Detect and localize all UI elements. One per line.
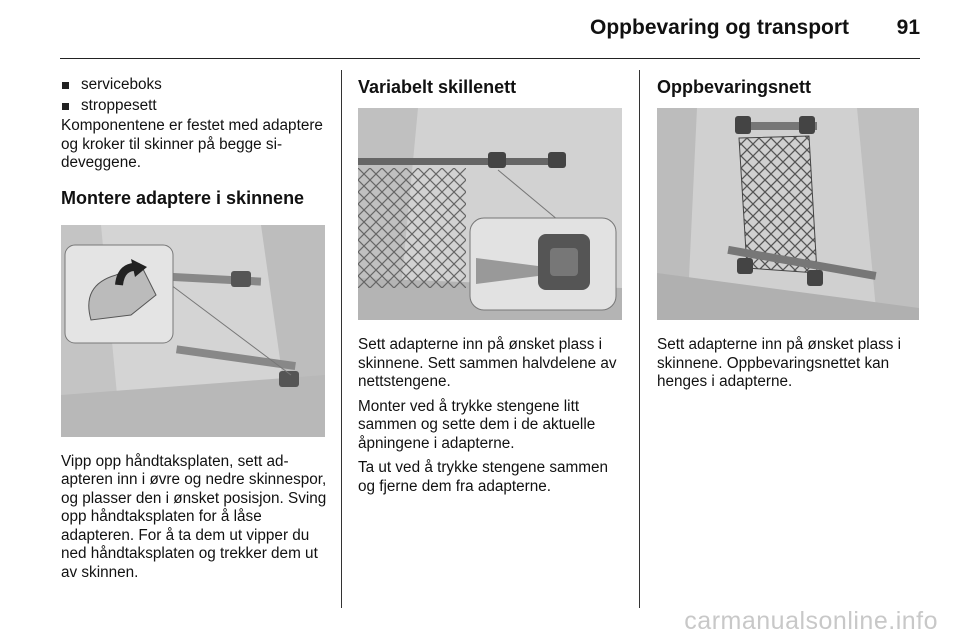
column-divider-2 bbox=[639, 70, 640, 608]
list-item: serviceboks bbox=[61, 76, 329, 95]
header-divider bbox=[60, 58, 920, 59]
watermark: carmanualsonline.info bbox=[684, 607, 938, 635]
page-number: 91 bbox=[896, 16, 920, 39]
divider-net-illustration bbox=[358, 108, 622, 320]
body-paragraph: Monter ved å trykke stengene litt sammen og sette dem i de aktuelle åpningene i adapterne. bbox=[358, 397, 596, 452]
body-paragraph: Sett adapterne inn på ønsket plass i skinnene. Oppbevaringsnettet kan henges i adapterne. bbox=[657, 336, 902, 390]
section-heading: Montere adaptere i skinnene bbox=[61, 187, 305, 208]
adapter-rail-illustration bbox=[61, 225, 325, 437]
column-1 bbox=[61, 76, 329, 588]
section-heading: Oppbevaringsnett bbox=[657, 77, 812, 97]
body-paragraph: Sett adapterne inn på ønsket plass i skinnene. Sett sammen halvdelene av nettstengene. bbox=[358, 336, 617, 390]
body-paragraph: Vipp opp håndtaksplaten, sett adapteren inn i øvre og nedre skinnespor, og plasser den i ønsket posisjon. Sving opp håndtaksplaten for å låse adapteren. For å ta dem ut vipper du ned håndtaksplaten og trekker dem ut av skinnen. bbox=[61, 452, 327, 581]
storage-net-drawing bbox=[657, 108, 919, 320]
body-paragraph: Ta ut ved å trykke stengene sammen og fjerne dem fra adapterne. bbox=[358, 459, 608, 495]
column-3 bbox=[657, 76, 925, 398]
intro-paragraph: Komponentene er festet med adaptere og kroker til skinner på begge sideveggene. bbox=[61, 117, 323, 171]
section-title: Oppbevaring og transport bbox=[590, 16, 850, 39]
list-item: stroppesett bbox=[61, 97, 329, 116]
section-heading: Variabelt skillenett bbox=[358, 77, 517, 97]
column-divider-1 bbox=[341, 70, 342, 608]
column-2 bbox=[358, 76, 626, 502]
divider-net-drawing bbox=[358, 108, 622, 320]
storage-net-illustration bbox=[657, 108, 919, 320]
adapter-rail-drawing bbox=[61, 225, 325, 437]
bullet-list bbox=[61, 76, 329, 115]
